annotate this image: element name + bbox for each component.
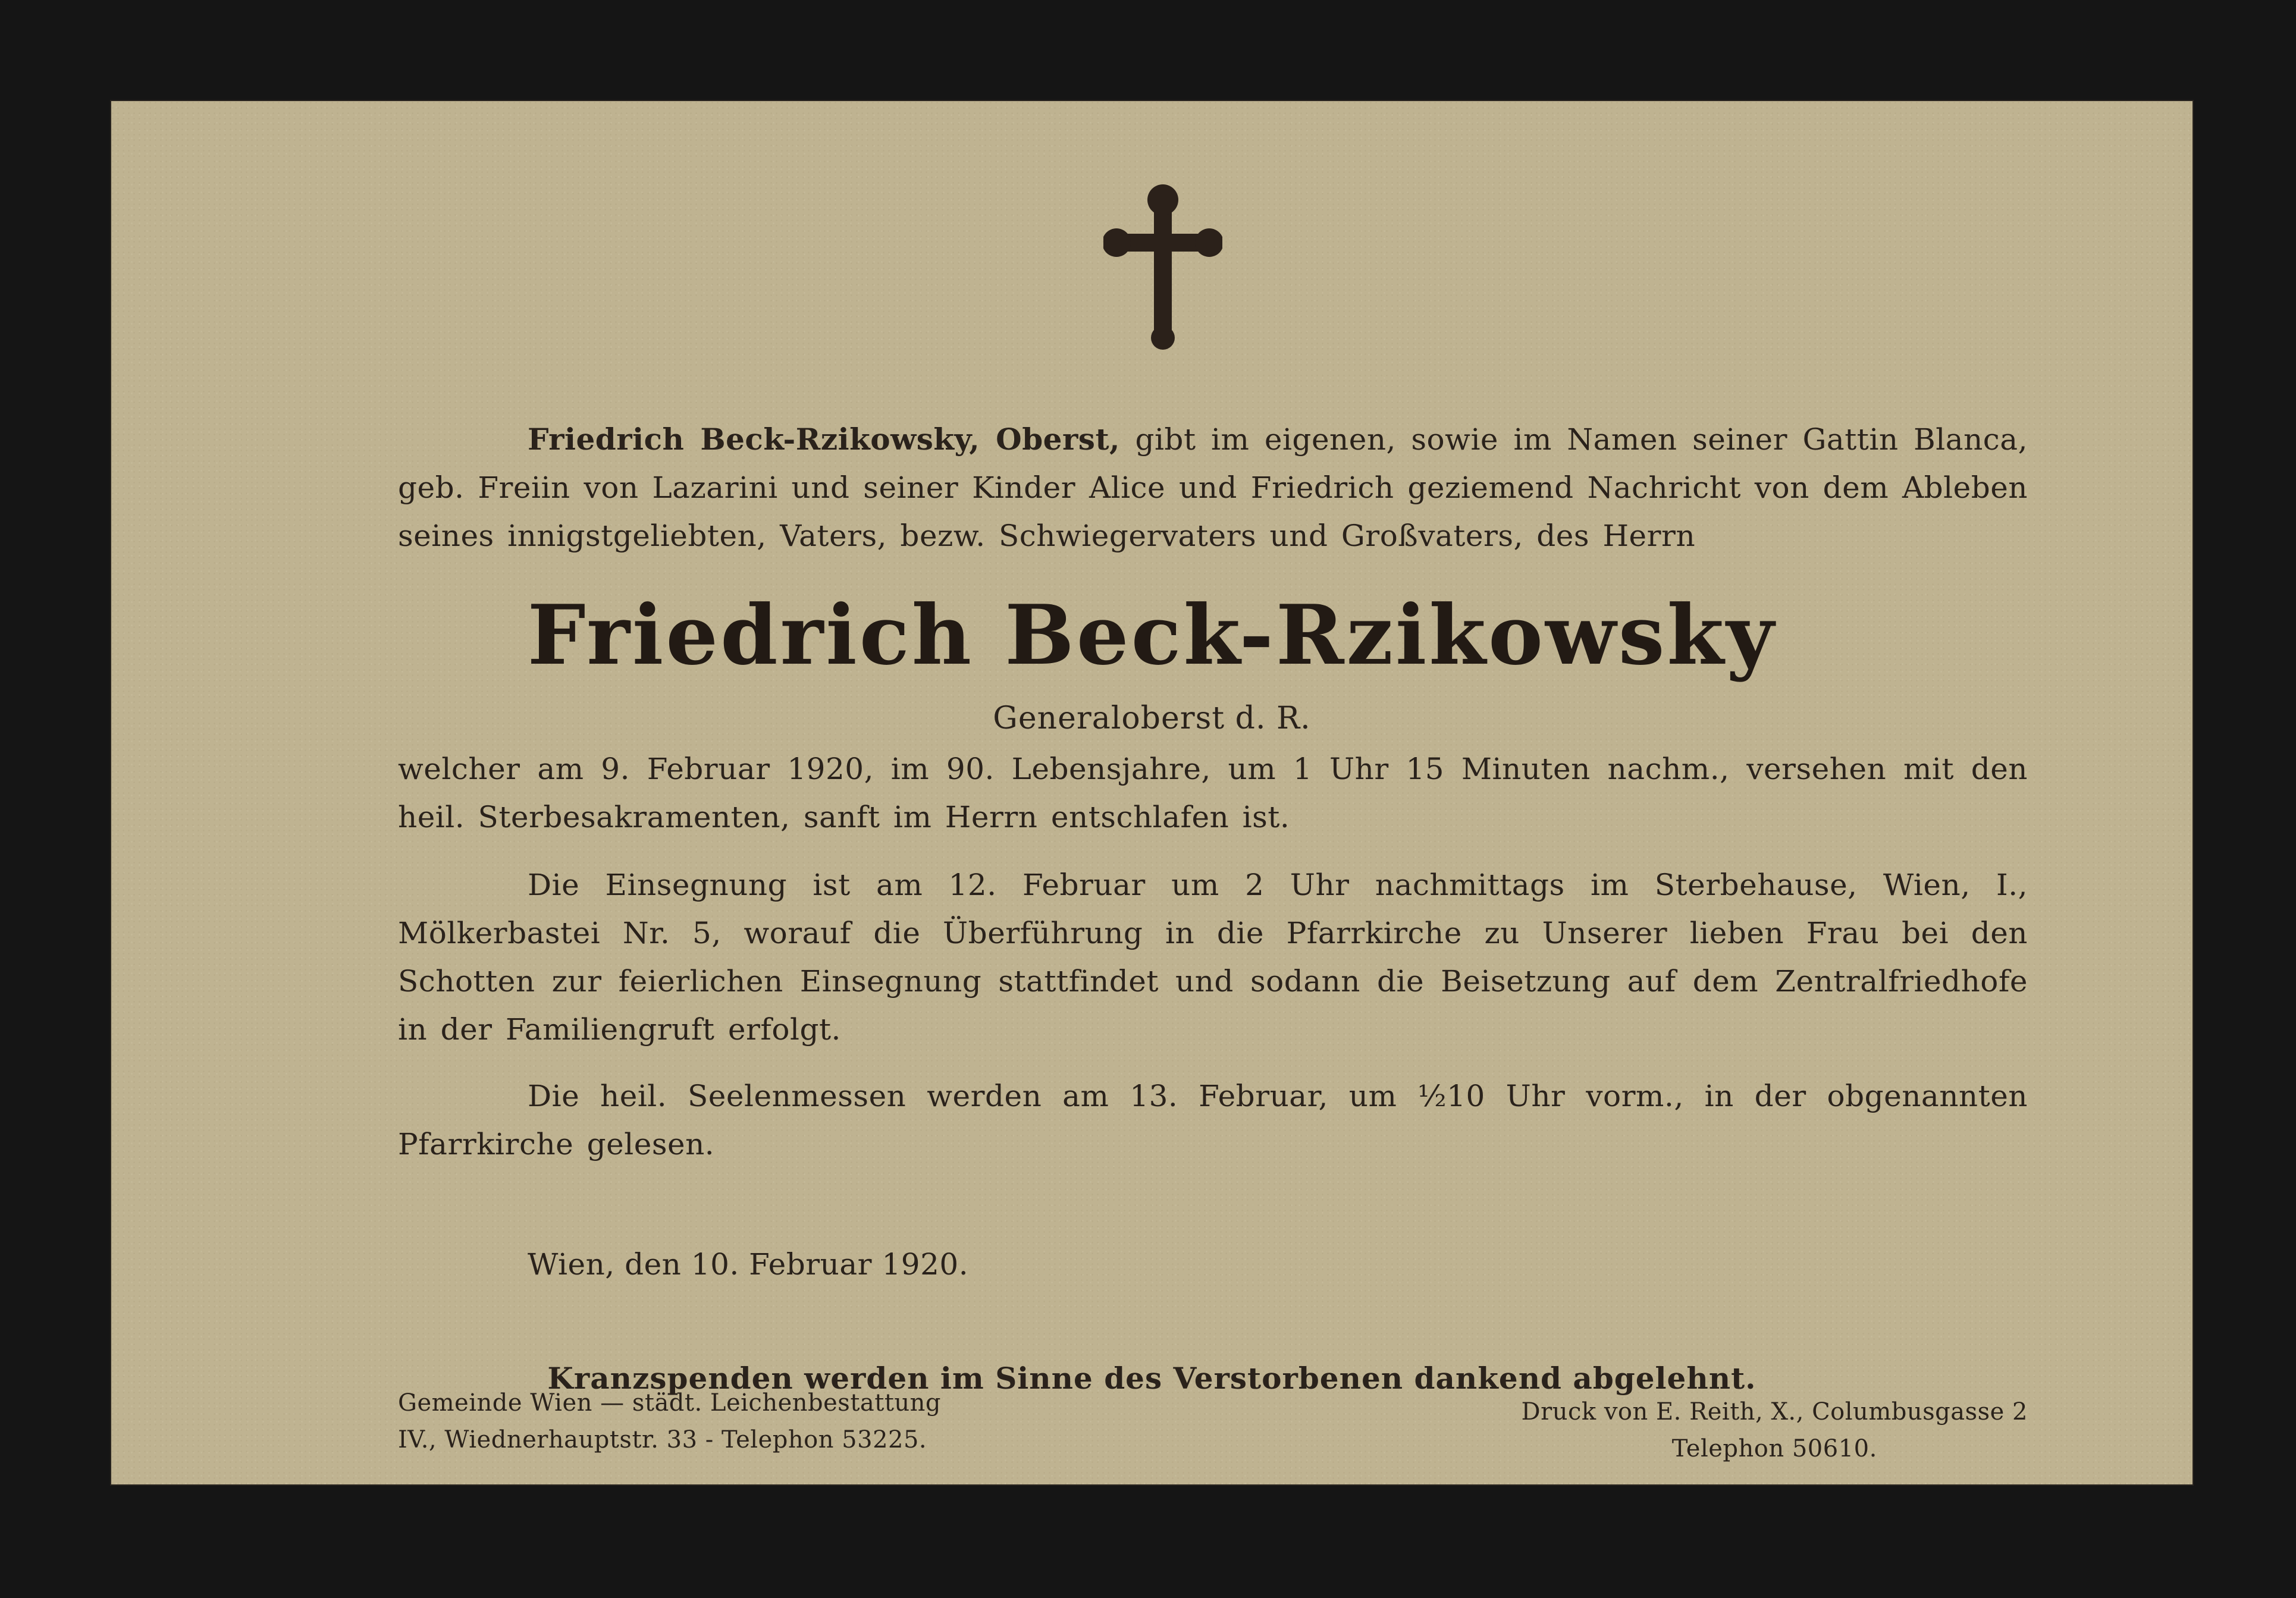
place-date: Wien, den 10. Februar 1920. [528,1247,969,1282]
footer-right [1522,1393,2028,1467]
footer-right-line2: Telephon 50610. [1671,1435,1877,1462]
announcement-paragraph [398,415,2028,560]
announcer-name: Friedrich Beck-Rzikowsky, Oberst, [528,422,1120,457]
deceased-rank: Generaloberst d. R. [993,701,1311,736]
masses-paragraph: Die heil. Seelenmessen werden am 13. Februar, um ½10 Uhr vorm., in der obgenannten Pfarrkirche gelesen. [398,1079,2028,1161]
cross-icon [1103,183,1222,356]
blessing-paragraph: Die Einsegnung ist am 12. Februar um 2 Uhr nachmittags im Sterbehause, Wien, I., Mölkerbastei Nr. 5, worauf die Überführung in die Pfarrkirche zu Unserer lieben Frau bei den Schotten zur feierlichen Einsegnung stattfindet und sodann die Beisetzung auf dem Zentralfriedhofe in der Familiengruft erfolgt. [398,868,2028,1047]
footer-left-line1: Gemeinde Wien — städt. Leichenbestattung [398,1389,942,1417]
death-notice-card [110,100,2194,1486]
death-paragraph: welcher am 9. Februar 1920, im 90. Lebensjahre, um 1 Uhr 15 Minuten nachm., versehen mit den heil. Sterbesakramenten, sanft im Herrn entschlafen ist. [398,752,2028,834]
footer-left-line2: IV., Wiednerhauptstr. 33 - Telephon 53225. [398,1426,927,1453]
announcement-text: gibt im eigenen, sowie im Namen seiner Gattin Blanca, geb. Freiin von Lazarini und seiner Kinder Alice und Friedrich geziemend Nachricht von dem Ableben seines innigstgeliebten, Vaters, bezw. Schwiegervaters und Großvaters, des Herrn [398,422,2028,553]
wreath-note: Kranzspenden werden im Sinne des Verstorbenen dankend abgelehnt. [547,1361,1756,1396]
footer-left [398,1384,941,1458]
footer-right-line1: Druck von E. Reith, X., Columbusgasse 2 [1521,1398,2028,1426]
deceased-name: Friedrich Beck-Rzikowsky [527,586,1777,683]
